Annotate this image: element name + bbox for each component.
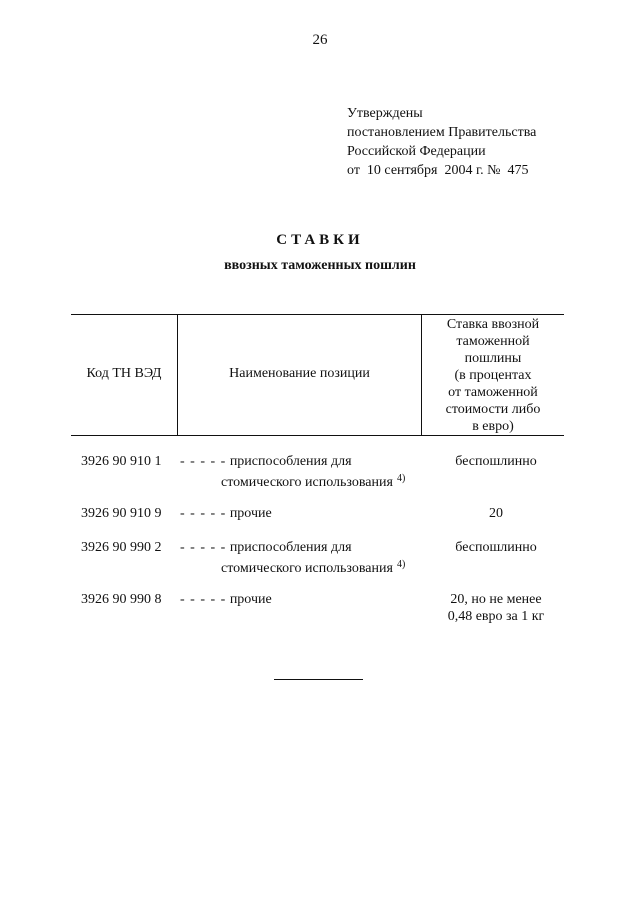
row-dashes: - - - - - (180, 506, 227, 521)
row-rate (422, 505, 570, 522)
row-dashes: - - - - - (180, 540, 227, 555)
row-name-line1: приспособления для (229, 454, 352, 469)
row-name (180, 539, 420, 577)
end-rule (274, 679, 363, 680)
header-name: Наименование позиции (229, 366, 370, 381)
row-name (180, 453, 420, 491)
header-rate-line: (в процентах (454, 368, 532, 383)
row-rate (422, 539, 570, 556)
row-rate-line1: 20 (489, 506, 503, 521)
footnote-ref: 4) (396, 473, 406, 484)
header-rate-line: Ставка ввозной (446, 317, 540, 332)
footnote-ref: 4) (396, 559, 406, 570)
table-top-rule (71, 314, 564, 315)
row-dashes: - - - - - (180, 454, 227, 469)
header-rate-line: от таможенной (448, 385, 538, 400)
row-rate-line2: 0,48 евро за 1 кг (447, 609, 545, 624)
row-name-line2: стомического использования (221, 561, 393, 576)
header-rate-line: в евро) (472, 419, 514, 434)
row-rate-line1: беспошлинно (455, 454, 537, 469)
row-rate (422, 591, 570, 625)
row-name-line1: прочие (229, 506, 272, 521)
approval-line: постановлением Правительства (347, 125, 537, 140)
header-code: Код ТН ВЭД (86, 366, 162, 381)
row-code: 3926 90 910 9 (81, 506, 162, 521)
row-name-line1: прочие (229, 592, 272, 607)
row-code: 3926 90 910 1 (81, 454, 162, 469)
row-rate-line1: 20, но не менее (450, 592, 542, 607)
row-rate (422, 453, 570, 470)
header-rate-line: пошлины (464, 351, 522, 366)
row-code: 3926 90 990 8 (81, 592, 162, 607)
approval-line: Утверждены (347, 106, 423, 121)
page-number: 26 (312, 32, 328, 48)
header-rate-line: таможенной (456, 334, 530, 349)
row-name (180, 591, 420, 608)
approval-date-line: от 10 сентября 2004 г. № 475 (347, 163, 529, 178)
row-name-line1: приспособления для (229, 540, 352, 555)
row-code: 3926 90 990 2 (81, 540, 162, 555)
header-rate (422, 316, 564, 435)
row-name (180, 505, 420, 522)
row-dashes: - - - - - (180, 592, 227, 607)
header-rate-line: стоимости либо (445, 402, 541, 417)
document-subtitle: ввозных таможенных пошлин (224, 258, 416, 273)
document-title: СТАВКИ (276, 232, 364, 248)
row-rate-line1: беспошлинно (455, 540, 537, 555)
approval-line: Российской Федерации (347, 144, 486, 159)
table-header-bottom-rule (71, 435, 564, 436)
approval-block (347, 104, 607, 180)
row-name-line2: стомического использования (221, 475, 393, 490)
